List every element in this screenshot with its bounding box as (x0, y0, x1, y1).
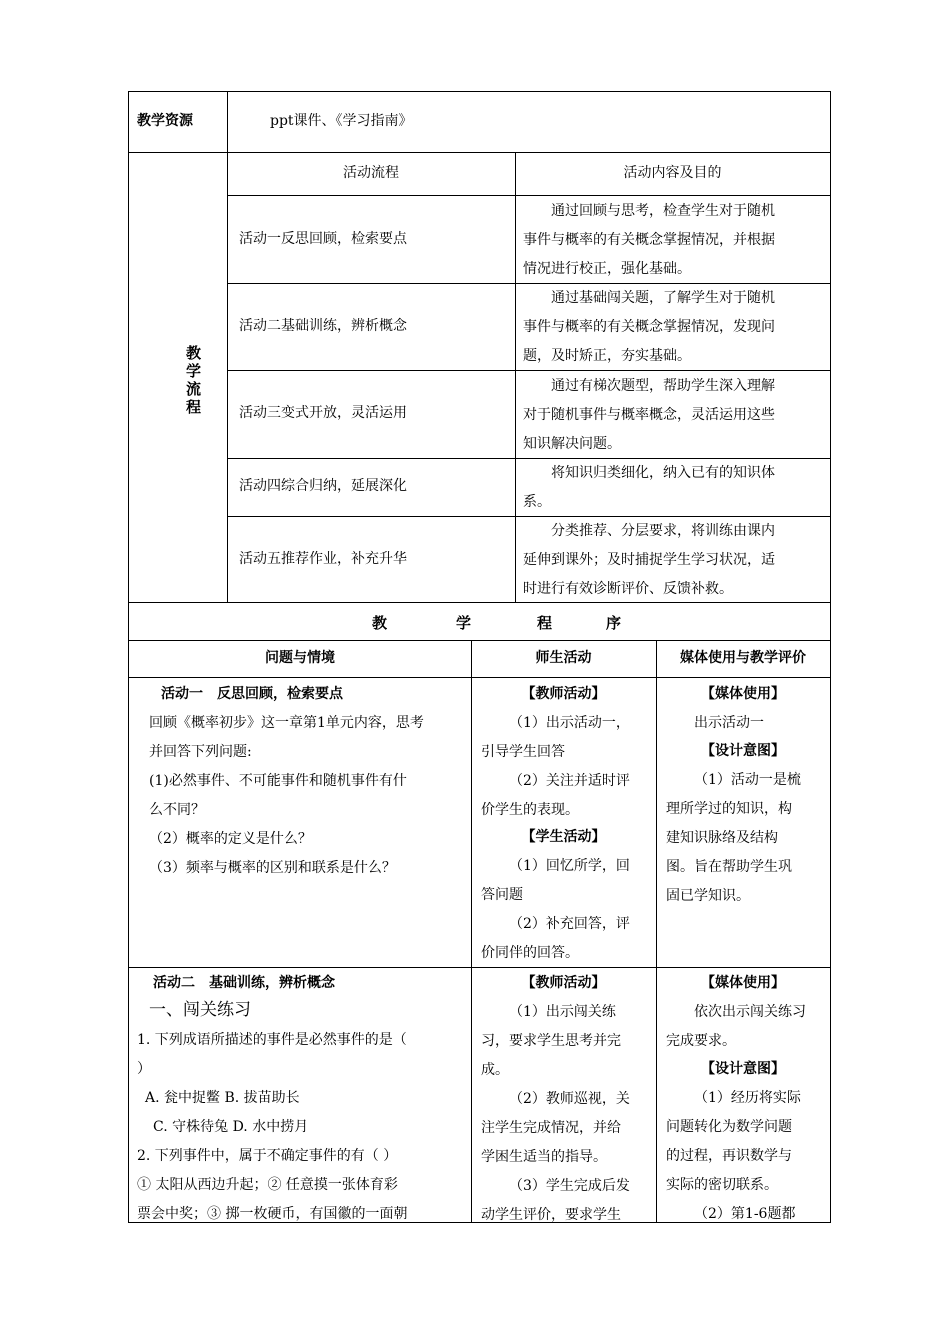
activity-flow-item: 活动五推荐作业，补充升华 (239, 551, 407, 567)
col-header-problem: 问题与情境 (265, 650, 335, 666)
teacher-activity-title: 【教师活动】 (521, 686, 606, 702)
media-use-text: 出示活动一 (694, 715, 764, 731)
activity-flow-item: 活动四综合归纳，延展深化 (239, 478, 407, 494)
activity-flow-item: 活动一反思回顾，检索要点 (239, 231, 407, 247)
activity-purpose-item: 将知识归类细化，纳入已有的知识体 系。 (523, 465, 775, 510)
activity-flow-item: 活动二基础训练，辨析概念 (239, 318, 407, 334)
activity-purpose-item: 通过回顾与思考，检查学生对于随机 事件与概率的有关概念掌握情况，并根据 情况进行校正，强化基础。 (523, 203, 775, 277)
activity-purpose-item: 通过有梯次题型，帮助学生深入理解 对于随机事件与概率概念，灵活运用这些 知识解决问题。 (523, 378, 775, 452)
process-label: 教学流程 (186, 344, 202, 416)
row-divider (129, 152, 830, 153)
design-intent-text: （1）活动一是梳 理所学过的知识，构 建知识脉络及结构 图。旨在帮助学生巩 固已学知识。 (666, 772, 801, 904)
activity2-exercises: 1. 下列成语所描述的事件是必然事件的是（ ） A. 瓮中捉鳖 B. 拔苗助长 C. 守株待兔 D. 水中捞月 2. 下列事件中，属于不确定事件的有（ ） ① 太阳从西边升起；② 任意摸一张体育彩 票会中奖；③ 掷一枚硬币，有国徽的一面朝 (137, 1032, 408, 1222)
row-divider (129, 677, 830, 678)
procedure-title: 教 学 程 序 (372, 614, 622, 632)
row-divider (129, 640, 830, 641)
col-divider (471, 640, 472, 1222)
lesson-plan-table (128, 91, 831, 1223)
header-activity-purpose: 活动内容及目的 (623, 165, 722, 181)
media-use-text: 依次出示闯关练习 完成要求。 (666, 1004, 806, 1049)
activity1-questions: 回顾《概率初步》这一章第1单元内容，思考 并回答下列问题: (1)必然事件、不可能事件和随机事件有什 么不同？ （2）概率的定义是什么？ （3）频率与概率的区别和联系是什么？ (149, 715, 424, 876)
design-intent-title: 【设计意图】 (701, 1061, 785, 1077)
media-use-title: 【媒体使用】 (701, 975, 785, 991)
media-use-title: 【媒体使用】 (701, 686, 785, 702)
col-divider (656, 640, 657, 1222)
col-header-media: 媒体使用与教学评价 (680, 650, 806, 666)
design-intent-text: （1）经历将实际 问题转化为数学问题 的过程，再识数学与 实际的密切联系。 （2）第1-6题都 (666, 1090, 801, 1222)
activity-purpose-item: 分类推荐、分层要求，将训练由课内 延伸到课外；及时捕捉学生学习状况，适 时进行有效诊断评价、反馈补救。 (523, 523, 775, 597)
teacher-activity-text: （1）出示活动一， 引导学生回答 （2）关注并适时评 价学生的表现。 (481, 715, 630, 818)
activity2-title: 活动二 基础训练，辨析概念 (153, 975, 335, 991)
student-activity-title: 【学生活动】 (521, 829, 606, 845)
row-divider (129, 967, 830, 968)
resources-label: 教学资源 (137, 113, 193, 129)
student-activity-text: （1）回忆所学，回 答问题 （2）补充回答，评 价同伴的回答。 (481, 858, 630, 961)
row-divider (227, 195, 830, 196)
activity2-subtitle: 一、闯关练习 (149, 1000, 251, 1020)
col-header-activity: 师生活动 (535, 650, 592, 666)
teacher-activity-title: 【教师活动】 (521, 975, 606, 991)
activity-flow-item: 活动三变式开放，灵活运用 (239, 405, 407, 421)
activity-purpose-item: 通过基础闯关题，了解学生对于随机 事件与概率的有关概念掌握情况，发现问 题，及时矫正，夯实基础。 (523, 290, 775, 364)
header-activity-flow: 活动流程 (343, 165, 399, 181)
teacher-activity-text: （1）出示闯关练 习，要求学生思考并完 成。 （2）教师巡视，关 注学生完成情况，并给 学困生适当的指导。 （3）学生完成后发 动学生评价，要求学生 (481, 1004, 630, 1223)
col-divider (515, 152, 516, 602)
resources-value: ppt课件、《学习指南》 (270, 113, 413, 129)
design-intent-title: 【设计意图】 (701, 743, 785, 759)
activity1-title: 活动一 反思回顾，检索要点 (161, 686, 343, 702)
